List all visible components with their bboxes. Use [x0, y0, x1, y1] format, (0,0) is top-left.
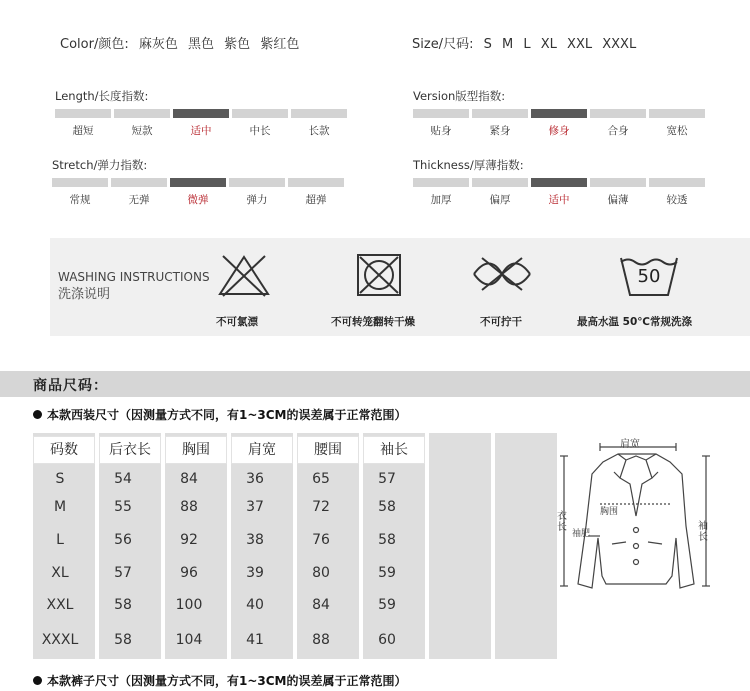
table-cell: 40 [246, 597, 264, 613]
table-cell: 65 [312, 471, 330, 487]
scale-label: Version版型指数: [413, 89, 506, 103]
scale-options [413, 123, 705, 138]
washing-title-en: WASHING INSTRUCTIONS [58, 270, 210, 284]
diagram-sleeve-width-label: 袖肥 [572, 529, 591, 539]
scale-segment [114, 109, 170, 118]
scale-options [55, 123, 347, 138]
scale-option: 短款 [131, 125, 153, 137]
table-cell: 57 [378, 471, 396, 487]
bullet-icon [33, 410, 42, 419]
color-option: 紫红色 [260, 37, 300, 52]
scale-segment [55, 109, 111, 118]
scale-option: 加厚 [430, 194, 452, 206]
table-cell: 38 [246, 532, 264, 548]
size-option: M [502, 37, 514, 52]
table-cell: 54 [114, 471, 132, 487]
table-cell: 60 [378, 632, 396, 648]
section-title: 商品尺码： [33, 378, 108, 394]
table-cell: M [53, 499, 67, 515]
diagram-length-label: 衣长 [557, 511, 567, 533]
no-bleach-icon [217, 252, 271, 298]
scale-segment [52, 178, 108, 187]
scale-option: 长款 [308, 125, 330, 137]
scale-label: Stretch/弹力指数: [52, 158, 148, 172]
table-cell: 104 [175, 632, 203, 648]
washing-title-cn: 洗涤说明 [58, 287, 111, 302]
no-tumble-dry-icon [354, 252, 404, 298]
scale-option: 超弹 [305, 194, 327, 206]
table-cell: XXXL [41, 632, 79, 648]
scale-option: 贴身 [430, 125, 452, 137]
scale-segment [649, 178, 705, 187]
scale-segment [173, 109, 229, 118]
scale-segment [413, 109, 469, 118]
size-option: XXL [567, 37, 593, 52]
scale-label: Thickness/厚薄指数: [413, 158, 524, 172]
scale-segment [531, 109, 587, 118]
scale-length [55, 88, 347, 138]
table-cell: 59 [378, 597, 396, 613]
blazer-diagram [548, 426, 722, 606]
scale-segment [111, 178, 167, 187]
scale-segment [531, 178, 587, 187]
table-cell: 84 [312, 597, 330, 613]
scale-segment [590, 178, 646, 187]
table-cell: 41 [246, 632, 264, 648]
scale-option: 修身 [548, 125, 570, 137]
table-cell: 36 [246, 471, 264, 487]
table-header: 腰围 [297, 436, 359, 464]
pants-note-text: 本款裤子尺寸（因测量方式不同，有1~3CM的误差属于正常范围） [47, 674, 407, 688]
scale-options [413, 192, 705, 207]
suit-note [33, 406, 407, 423]
table-cell: 37 [246, 499, 264, 515]
scale-version [413, 88, 705, 138]
scale-segment [229, 178, 285, 187]
scale-bar [52, 178, 344, 187]
blazer-icon [548, 426, 722, 606]
scale-segment [472, 109, 528, 118]
table-cell: 59 [378, 565, 396, 581]
scale-option: 无弹 [128, 194, 150, 206]
scale-segment [288, 178, 344, 187]
scale-option: 超短 [72, 125, 94, 137]
table-header: 后衣长 [99, 436, 161, 464]
table-cell: 58 [114, 597, 132, 613]
bullet-icon [33, 676, 42, 685]
table-cell: 92 [180, 532, 198, 548]
color-option: 紫色 [224, 37, 251, 52]
diagram-sleeve-label: 袖长 [698, 521, 708, 543]
table-header: 码数 [33, 436, 95, 464]
scale-stretch [52, 157, 344, 207]
size-attribute [412, 33, 636, 52]
scale-option: 中长 [249, 125, 271, 137]
scale-option: 偏厚 [489, 194, 511, 206]
scale-segment [170, 178, 226, 187]
table-cell: 100 [175, 597, 203, 613]
color-label: Color/颜色: [60, 37, 129, 52]
washing-panel [50, 238, 750, 336]
table-cell: XL [51, 565, 69, 581]
size-option: XL [540, 37, 557, 52]
scale-label: Length/长度指数: [55, 89, 149, 103]
table-cell: XXL [46, 597, 74, 613]
wash-caption: 不可拧干 [480, 316, 522, 328]
table-cell: 96 [180, 565, 198, 581]
size-label: Size/尺码: [412, 37, 474, 52]
scale-bar [55, 109, 347, 118]
diagram-chest-label: 胸围 [600, 507, 619, 517]
table-column [429, 433, 491, 659]
scale-option: 弹力 [246, 194, 268, 206]
table-cell: 55 [114, 499, 132, 515]
scale-option: 较透 [666, 194, 688, 206]
scale-option: 合身 [607, 125, 629, 137]
scale-option: 宽松 [666, 125, 688, 137]
scale-thickness [413, 157, 705, 207]
table-cell: L [56, 532, 64, 548]
table-cell: 88 [180, 499, 198, 515]
table-cell: 72 [312, 499, 330, 515]
scale-segment [413, 178, 469, 187]
color-attribute [60, 33, 299, 52]
scale-options [52, 192, 344, 207]
wash-caption: 最高水温 50℃常规洗涤 [577, 316, 692, 328]
size-option: L [523, 37, 531, 52]
table-cell: S [55, 471, 65, 487]
no-wring-icon [470, 254, 534, 294]
scale-bar [413, 178, 705, 187]
scale-option: 偏薄 [607, 194, 629, 206]
table-header: 肩宽 [231, 436, 293, 464]
scale-option: 常规 [69, 194, 91, 206]
diagram-shoulder-label: 肩宽 [620, 439, 640, 450]
wash-caption: 不可氯漂 [216, 316, 258, 328]
table-cell: 58 [378, 499, 396, 515]
size-option: S [483, 37, 492, 52]
scale-option: 紧身 [489, 125, 511, 137]
scale-segment [649, 109, 705, 118]
table-cell: 58 [378, 532, 396, 548]
pants-note [33, 672, 407, 689]
scale-segment [472, 178, 528, 187]
table-cell: 84 [180, 471, 198, 487]
table-cell: 58 [114, 632, 132, 648]
color-option: 麻灰色 [138, 37, 178, 52]
scale-option: 适中 [190, 125, 212, 137]
scale-option: 适中 [548, 194, 570, 206]
wash-caption: 不可转笼翻转干燥 [331, 316, 415, 328]
table-header: 袖长 [363, 436, 425, 464]
section-band [0, 371, 750, 397]
washing-title [58, 269, 210, 303]
size-option: XXXL [602, 37, 637, 52]
scale-segment [590, 109, 646, 118]
scale-bar [413, 109, 705, 118]
scale-segment [232, 109, 288, 118]
color-option: 黑色 [188, 37, 215, 52]
table-header: 胸围 [165, 436, 227, 464]
wash-temp: 50 [637, 266, 661, 287]
table-cell: 57 [114, 565, 132, 581]
table-cell: 80 [312, 565, 330, 581]
table-cell: 88 [312, 632, 330, 648]
scale-option: 微弹 [187, 194, 209, 206]
scale-segment [291, 109, 347, 118]
table-cell: 39 [246, 565, 264, 581]
table-cell: 76 [312, 532, 330, 548]
suit-note-text: 本款西装尺寸（因测量方式不同，有1~3CM的误差属于正常范围） [47, 408, 407, 422]
table-cell: 56 [114, 532, 132, 548]
